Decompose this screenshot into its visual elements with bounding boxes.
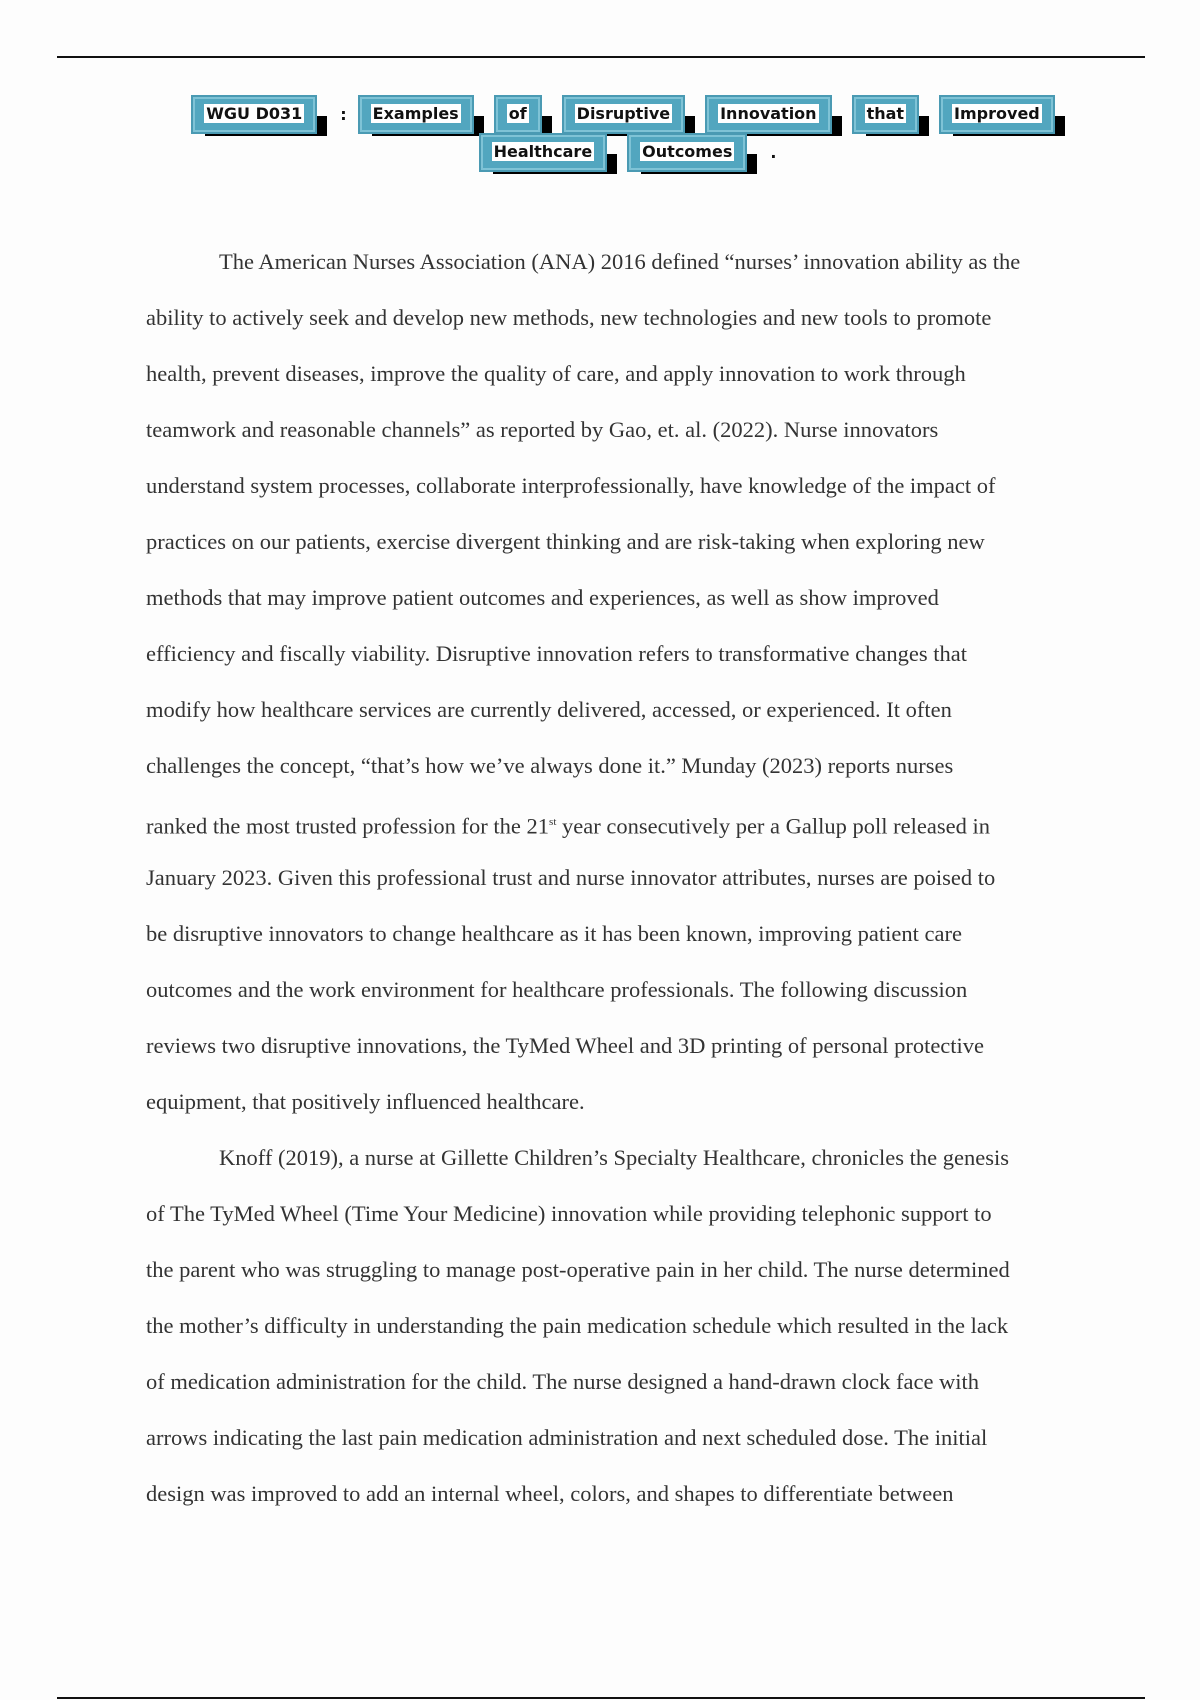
title-punctuation: : (340, 104, 347, 124)
title-word-text: Improved (954, 104, 1040, 123)
footer-rule (57, 1697, 1145, 1699)
title-word (629, 142, 745, 162)
title-word-box (496, 97, 540, 132)
title-word (941, 104, 1053, 124)
text-line: equipment, that positively influenced healthcare. (146, 1089, 585, 1114)
text-line: outcomes and the work environment for healthcare professionals. The following discussion (146, 977, 968, 1002)
title-word-box (564, 97, 683, 132)
title-word-box (481, 135, 606, 170)
title-row-1 (60, 104, 1200, 124)
title-word-text: WGU D031 (206, 104, 303, 123)
title-word-text: Disruptive (576, 104, 671, 123)
text-line: challenges the concept, “that’s how we’ve always done it.” Munday (2023) reports nurses (146, 753, 954, 778)
text-line: the mother’s difficulty in understanding the pain medication schedule which resulted in the lack (146, 1313, 1009, 1338)
paragraph-1 (146, 244, 1096, 1140)
title-word-box (941, 97, 1053, 132)
text-line: efficiency and fiscally viability. Disruptive innovation refers to transformative changes that (146, 641, 967, 666)
text-line: reviews two disruptive innovations, the TyMed Wheel and 3D printing of personal protective (146, 1033, 985, 1058)
title-word (481, 142, 606, 162)
title-word-box (360, 97, 472, 132)
ordinal-superscript: st (549, 816, 557, 828)
title-word-text: of (508, 104, 527, 123)
title-word (854, 104, 917, 124)
title-word (496, 104, 540, 124)
text-line: health, prevent diseases, improve the quality of care, and apply innovation to work through (146, 361, 966, 386)
text-line: of The TyMed Wheel (Time Your Medicine) innovation while providing telephonic support to (146, 1201, 992, 1226)
title-word-text: Innovation (720, 104, 817, 123)
title-word-text: Examples (372, 104, 459, 123)
title-word (564, 104, 683, 124)
text-line: ability to actively seek and develop new methods, new technologies and new tools to promote (146, 305, 992, 330)
text-line: Knoff (2019), a nurse at Gillette Children’s Specialty Healthcare, chronicles the genesis (219, 1145, 1009, 1170)
text-line (146, 804, 1096, 860)
text-line: teamwork and reasonable channels” as reported by Gao, et. al. (2022). Nurse innovators (146, 417, 939, 442)
title-word-text: that (866, 104, 905, 123)
text-line: arrows indicating the last pain medication administration and next scheduled dose. The initial (146, 1425, 988, 1450)
title-word-box (854, 97, 917, 132)
text-line: of medication administration for the child. The nurse designed a hand-drawn clock face with (146, 1369, 980, 1394)
document-body (146, 244, 1096, 1532)
paragraph-2 (146, 1140, 1096, 1532)
text-line: design was improved to add an internal wheel, colors, and shapes to differentiate between (146, 1481, 954, 1506)
title-word (360, 104, 472, 124)
text-segment: year consecutively per a Gallup poll released in (556, 813, 990, 839)
title-word (707, 104, 829, 124)
text-segment: ranked the most trusted profession for the 21 (146, 813, 550, 839)
document-title (0, 104, 1200, 162)
title-word-box (629, 135, 745, 170)
title-word-text: Outcomes (642, 142, 733, 161)
title-word-box (707, 97, 829, 132)
title-word-text: Healthcare (493, 142, 593, 161)
text-line: practices on our patients, exercise divergent thinking and are risk-taking when exploring new (146, 529, 985, 554)
text-line: modify how healthcare services are currently delivered, accessed, or experienced. It often (146, 697, 952, 722)
title-row-2 (60, 142, 1200, 162)
text-line: The American Nurses Association (ANA) 2016 defined “nurses’ innovation ability as the (219, 249, 1021, 274)
title-word-box (193, 97, 315, 132)
text-line: the parent who was struggling to manage post-operative pain in her child. The nurse determined (146, 1257, 1010, 1282)
header-rule (57, 56, 1145, 58)
text-line: be disruptive innovators to change healthcare as it has been known, improving patient care (146, 921, 962, 946)
title-word (193, 104, 315, 124)
text-line: understand system processes, collaborate interprofessionally, have knowledge of the impact of (146, 473, 996, 498)
text-line: January 2023. Given this professional trust and nurse innovator attributes, nurses are poised to (146, 865, 996, 890)
title-punctuation: . (770, 142, 777, 162)
text-line: methods that may improve patient outcomes and experiences, as well as show improved (146, 585, 939, 610)
